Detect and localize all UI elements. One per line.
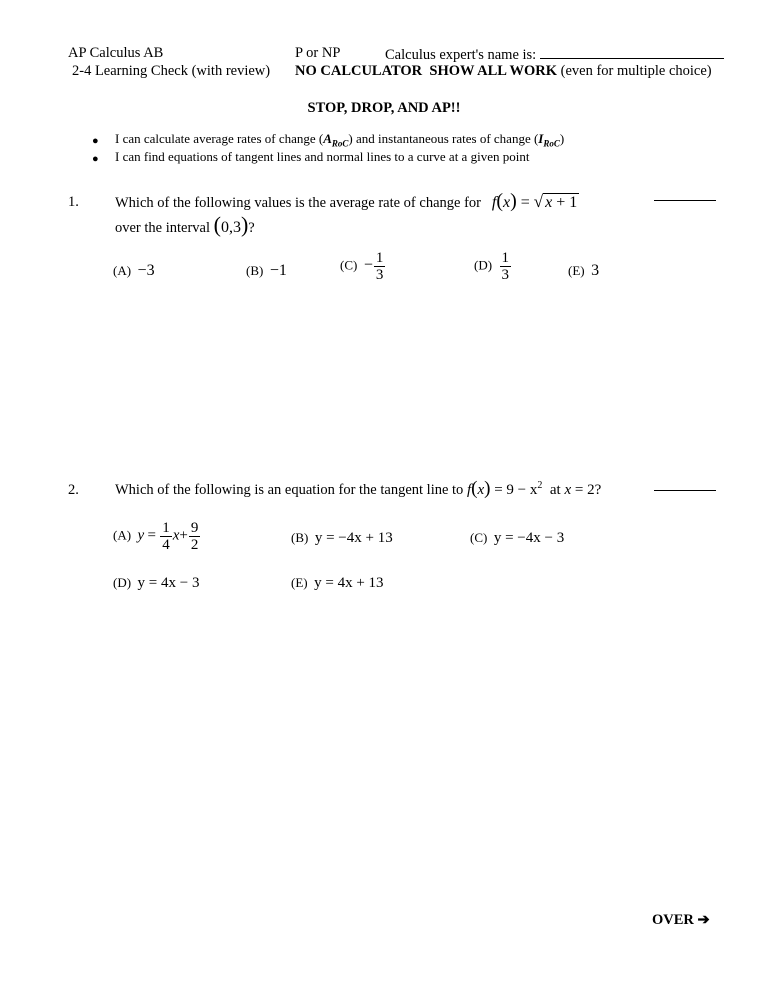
q1-choice-d[interactable]: (D) $\frac{1}{3}$: [474, 250, 510, 283]
instructions-line: [295, 62, 712, 80]
name-field[interactable]: [385, 44, 724, 64]
over-indicator: OVER ➔: [652, 912, 710, 928]
q1-choice-e[interactable]: (E) 3: [568, 262, 600, 279]
name-label: Calculus expert's name is:: [385, 47, 537, 63]
q1-choice-b[interactable]: (B) −1: [246, 262, 287, 279]
name-blank[interactable]: [540, 44, 724, 59]
no-calculator-label: NO CALCULATOR: [295, 63, 423, 79]
page-title: STOP, DROP, AND AP!!: [307, 100, 461, 116]
q1-function: f(x) = √ x + 1: [491, 190, 578, 212]
show-work-note: (even for multiple choice): [560, 63, 712, 79]
q2-choice-b[interactable]: (B) y = −4x + 13: [291, 530, 393, 546]
assignment-title: 2-4 Learning Check (with review): [72, 63, 271, 79]
objective-2: I can find equations of tangent lines and normal lines to a curve at a given point: [115, 149, 530, 164]
bullet-icon: ●: [92, 135, 99, 147]
bullet-icon: ●: [92, 153, 99, 165]
question-1-line-2: over the interval (0,3)?: [115, 212, 255, 237]
answer-blank-1[interactable]: [654, 200, 716, 201]
question-2-prompt: Which of the following is an equation for the tangent line to $f(x) = 9 - x^2$ at x = 2?: [115, 478, 602, 499]
answer-blank-2[interactable]: [654, 490, 716, 491]
q2-choice-d[interactable]: (D) y = 4x − 3: [113, 575, 200, 591]
q2-choice-c[interactable]: (C) y = −4x − 3: [470, 530, 565, 546]
q1-choice-a[interactable]: (A) −3: [113, 262, 155, 279]
q2-choice-a[interactable]: (A) y = $\frac{1}{4}$ x+ $\frac{9}{2}$: [113, 520, 199, 553]
q2-function: $f(x) = 9 - x^2$ at x = 2?: [466, 478, 602, 499]
course-title: AP Calculus AB: [68, 45, 164, 61]
objective-1: I can calculate average rates of change $(A_{RoC})$ and instantaneous rates of change $(I_{RoC})$: [115, 131, 565, 149]
q2-choice-e[interactable]: (E) y = 4x + 13: [291, 575, 384, 591]
show-work-label: SHOW ALL WORK: [429, 63, 558, 79]
question-1-prompt: Which of the following values is the average rate of change for f(x) = √ x + 1: [115, 190, 578, 212]
question-1-number: 1.: [68, 194, 79, 210]
q1-choice-c[interactable]: (C) − $\frac{1}{3}$: [340, 250, 384, 283]
arrow-right-icon: ➔: [697, 912, 710, 928]
question-2-number: 2.: [68, 482, 79, 498]
p-or-np-label: P or NP: [295, 45, 341, 61]
